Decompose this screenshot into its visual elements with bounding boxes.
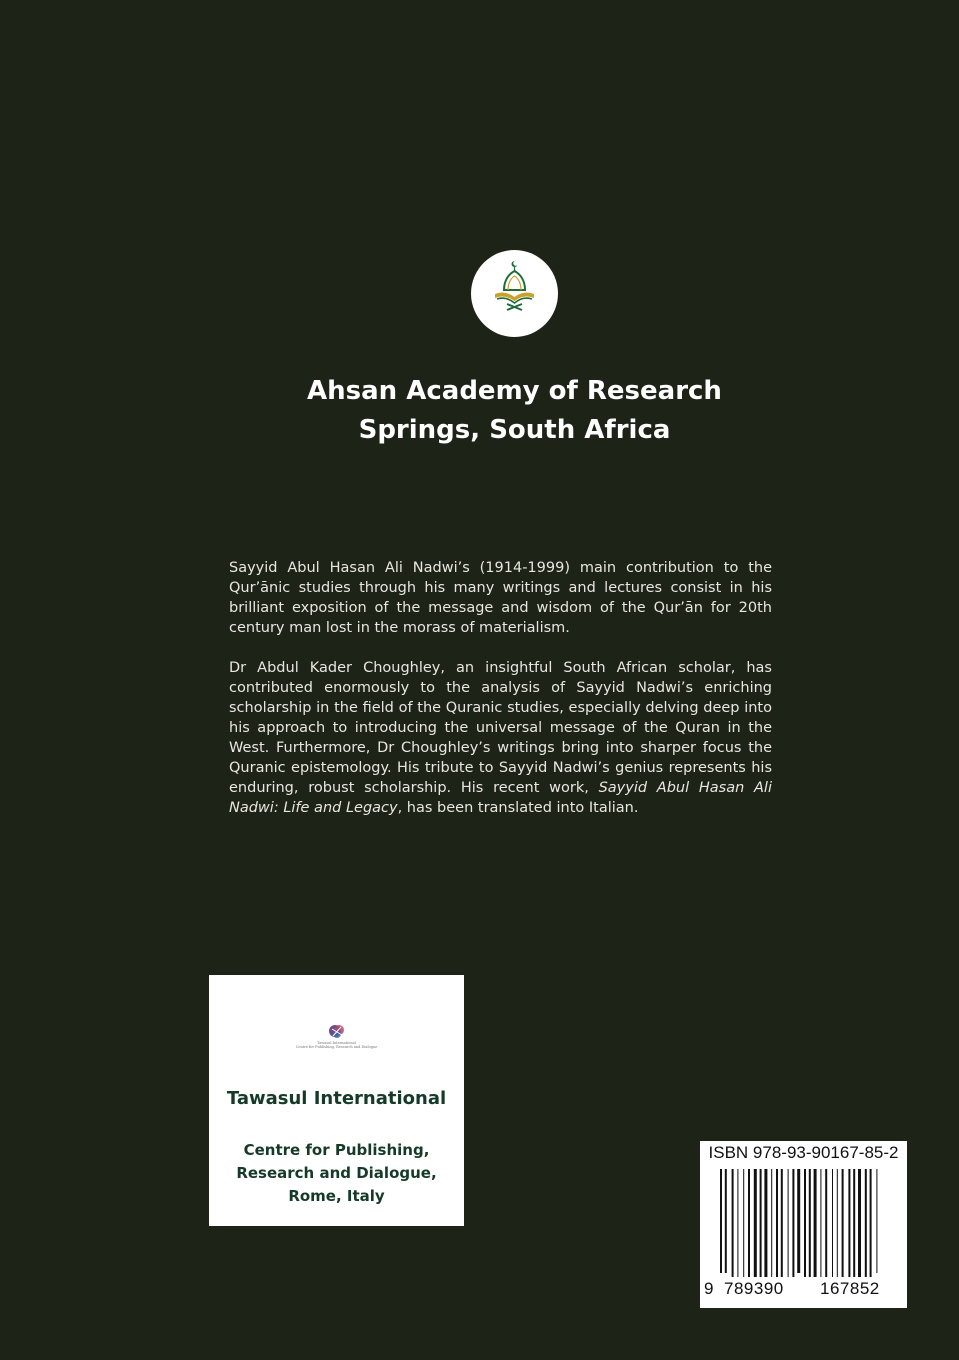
blurb-paragraph-2-text: Dr Abdul Kader Choughley, an insightful South African scholar, has contributed enormously to the analysis of Sayyid Nadwi’s enriching scholarship in the field of the Quranic studies, especially delving deep into his approach to introducing the universal message of the Quran in the West. Furthermore, Dr Choughley’s writings bring into sharper focus the Quranic epistemology. His tribute to Sayyid Nadwi’s genius represents his enduring, robust scholarship. His recent work, (229, 660, 772, 796)
barcode-bar (804, 1169, 806, 1277)
publisher-name: Tawasul International (226, 1088, 447, 1109)
barcode-bar (837, 1169, 838, 1277)
isbn-barcode-panel (700, 1141, 907, 1308)
academy-name: Ahsan Academy of Research (307, 376, 722, 406)
publisher-panel (209, 975, 464, 1226)
publisher-logo-caption-2: Centre for Publishing, Research and Dialogue (295, 1045, 378, 1049)
academy-location: Springs, South Africa (358, 415, 671, 445)
publisher-address (209, 1139, 464, 1208)
barcode-bar (858, 1169, 861, 1277)
barcode-digits-left: 789390 (724, 1279, 784, 1298)
isbn-label: ISBN 978-93-90167-85-2 (708, 1143, 899, 1162)
tawasul-international-logo-icon (327, 1023, 347, 1041)
barcode-bar (792, 1169, 794, 1277)
blurb-paragraph-2-end: , has been translated into Italian. (397, 800, 639, 816)
publisher-logo-caption-1: Tawasul International (317, 1041, 356, 1045)
barcode-bar (776, 1169, 778, 1277)
mosque-dome-on-open-book-icon (471, 250, 558, 337)
barcode-bar (820, 1169, 821, 1277)
barcode-bar (814, 1169, 817, 1277)
academy-heading (200, 372, 829, 450)
barcode-bar (737, 1169, 738, 1277)
publisher-line-3: Rome, Italy (288, 1187, 385, 1205)
barcode-digit-first: 9 (704, 1279, 714, 1298)
barcode-bar (865, 1169, 867, 1277)
barcode-bar (743, 1169, 744, 1277)
barcode-digits-right: 167852 (820, 1279, 880, 1298)
barcode-bar (825, 1169, 827, 1277)
blurb-paragraph-1: Sayyid Abul Hasan Ali Nadwi’s (1914-1999) main contribution to the Qur’ānic studies through his many writings and lectures consist in his brilliant exposition of the message and wisdom of the Qur’ān for 20th century man lost in the morass of materialism. (229, 560, 772, 636)
barcode-bar (809, 1169, 811, 1277)
barcode-bar (764, 1169, 767, 1277)
barcode-bar (720, 1169, 722, 1273)
barcode-bar (870, 1169, 872, 1277)
barcode-bar (876, 1169, 877, 1273)
barcode-bar (748, 1169, 750, 1277)
blurb-paragraph-2 (229, 658, 772, 818)
barcode-bar (754, 1169, 757, 1277)
barcode-bar (725, 1169, 727, 1273)
barcode-bar (853, 1169, 855, 1277)
academy-logo (471, 250, 558, 337)
barcode-bar (732, 1169, 734, 1277)
publisher-line-2: Research and Dialogue, (236, 1164, 437, 1182)
publisher-line-1: Centre for Publishing, (243, 1141, 430, 1159)
barcode-bar (760, 1169, 762, 1277)
barcode-bar (788, 1169, 789, 1277)
barcode-bar (848, 1169, 850, 1277)
barcode-bar (832, 1169, 833, 1277)
barcode-bar (842, 1169, 844, 1277)
barcode-bar (771, 1169, 772, 1277)
back-cover-blurb (229, 558, 772, 838)
barcode-bar (781, 1169, 783, 1277)
barcode-bar (797, 1169, 800, 1273)
book-title: Sayyid Abul Hasan Ali Nadwi: Life and Legacy (229, 780, 772, 816)
publisher-logo (209, 1023, 464, 1049)
